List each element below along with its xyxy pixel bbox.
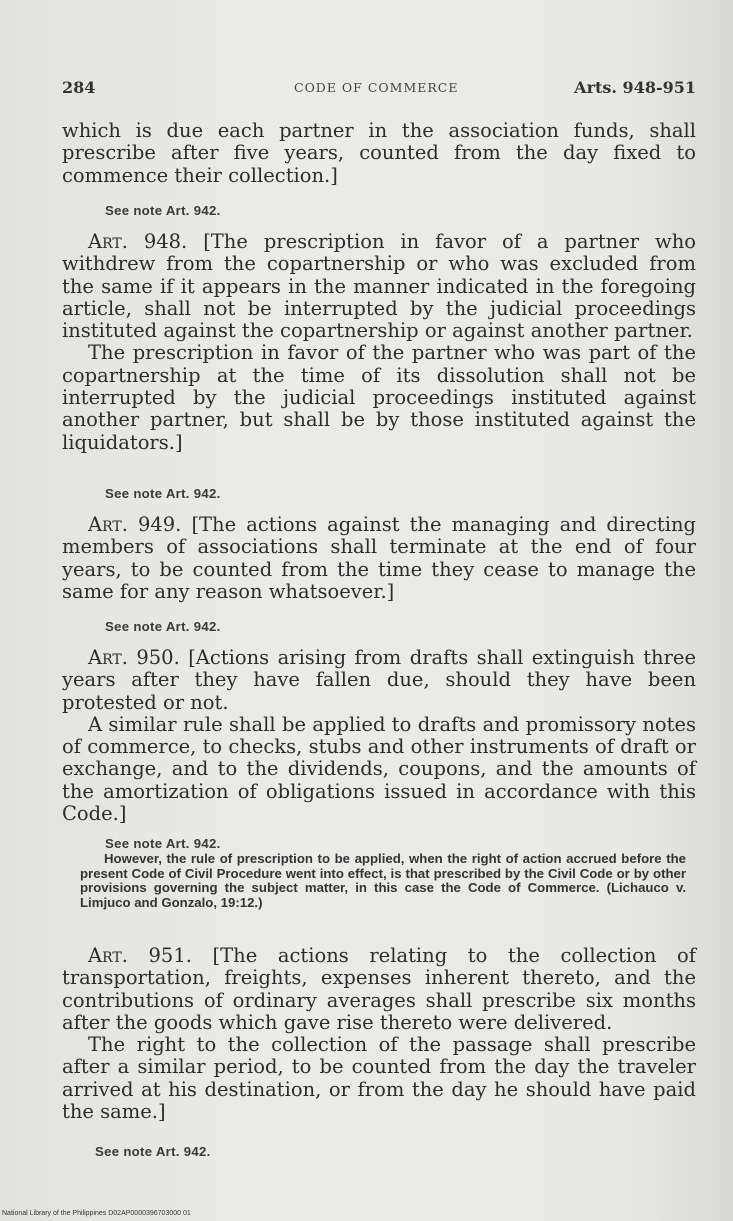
see-note: See note Art. 942. (105, 486, 221, 501)
article-951-para-2: The right to the collection of the passage shall prescribe after a similar period, to be counted from the day the traveler arrived at his destination, or from the day he should have paid the same.] (62, 1033, 696, 1124)
article-951 (62, 945, 696, 1123)
see-note: See note Art. 942. (105, 203, 221, 218)
article-label: Art. 951. (88, 944, 192, 967)
article-951-para-1 (62, 945, 696, 1034)
see-note: See note Art. 942. (105, 619, 221, 634)
article-948 (62, 231, 696, 454)
paragraph-text: [The prescription in favor of a partner who withdrew from the copartnership or who was excluded from the same if it appears in the manner indicated in the foregoing article, shall not be interrupted by the judicial proceedings instituted against the copartnership or against another partner. (62, 230, 697, 343)
article-950-para-1 (62, 647, 696, 714)
page-number: 284 (62, 78, 96, 97)
article-949 (62, 514, 696, 603)
paragraph-text: [The actions against the managing and directing members of associations shall terminate at the end of four years, to be counted from the time they cease to manage the same for any reason whatsoever.] (62, 513, 697, 603)
paragraph-text: which is due each partner in the association funds, shall prescribe after five years, counted from the day fixed to commence their collection.] (62, 119, 696, 187)
article-label: Art. 948. (88, 230, 188, 253)
paragraph-continuation (62, 120, 696, 187)
see-note: See note Art. 942. (105, 836, 221, 851)
paragraph-text: [Actions arising from drafts shall extinguish three years after they have fallen due, should they have been protested or not. (62, 646, 696, 714)
running-title: CODE OF COMMERCE (294, 80, 459, 95)
see-note: See note Art. 942. (95, 1144, 211, 1159)
footer-source: National Library of the Philippines D02AP0000396703000 01 (2, 1210, 191, 1217)
article-948-para-2: The prescription in favor of the partner who was part of the copartnership at the time of its dissolution shall not be interrupted by the judicial proceedings instituted against another partner, but shall be by those instituted against the liquidators.] (62, 341, 696, 454)
page-header (62, 78, 700, 102)
articles-range: Arts. 948-951 (574, 78, 696, 97)
article-label: Art. 950. (88, 646, 180, 669)
article-948-para-1 (62, 231, 696, 342)
paragraph-text: [The actions relating to the collection of transportation, freights, expenses inherent thereto, and the contributions of ordinary averages shall prescribe six months after the goods which gave rise thereto were delivered. (62, 944, 697, 1034)
article-949-para-1 (62, 514, 696, 603)
article-label: Art. 949. (88, 513, 182, 536)
article-950-para-2: A similar rule shall be applied to drafts and promissory notes of commerce, to checks, stubs and other instruments of draft or exchange, and to the dividends, coupons, and the amounts of the amortization of obligations issued in accordance with this Code.] (62, 712, 696, 826)
article-950 (62, 647, 696, 825)
annotation-text: However, the rule of prescription to be applied, when the right of action accrued before the present Code of Civil Procedure went into effect, is that prescribed by the Civil Code or by other provisions governing the subject matter, in this case the Code of Commerce. (Lichauco v. Limjuco and Gonzalo, 19:12.) (80, 851, 686, 910)
annotation-note (80, 852, 686, 910)
